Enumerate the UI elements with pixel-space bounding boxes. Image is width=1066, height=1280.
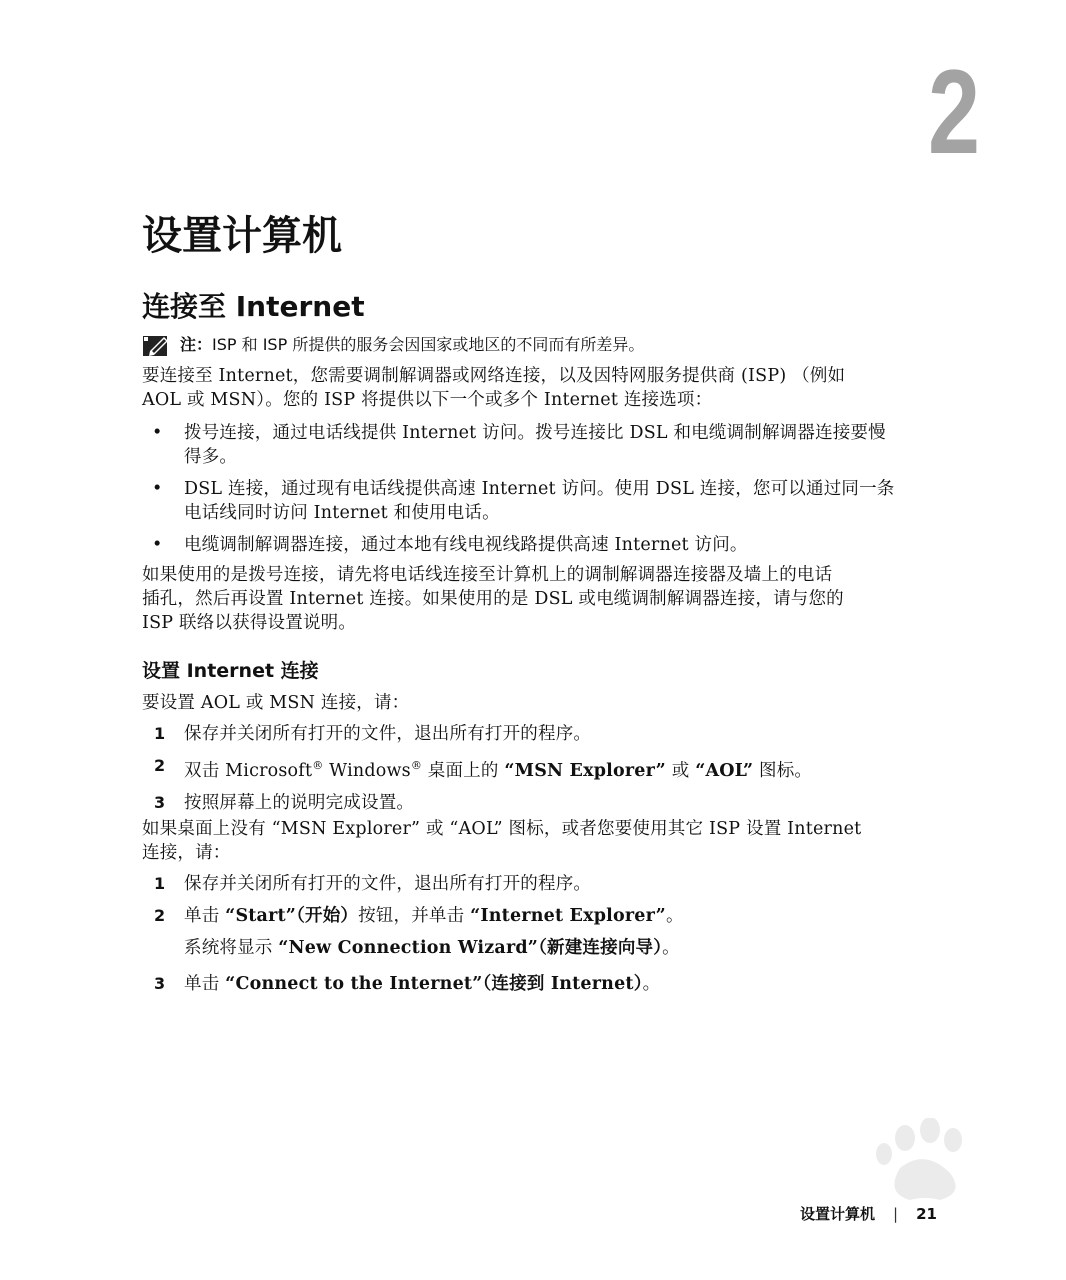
dialup-paragraph [142,563,922,635]
paragraph-line: 连接，请： [142,843,231,863]
bullet-icon: • [152,535,163,555]
paragraph-line: 插孔，然后再设置 Internet 连接。如果使用的是 DSL 或电缆调制解调器连接，请与您的 [142,589,844,609]
list-item-text: DSL 连接，通过现有电话线提供高速 Internet 访问。使用 DSL 连接，您可以通过同一条 [184,479,895,499]
note-text: ISP 和 ISP 所提供的服务会因国家或地区的不同而有所差异。 [212,335,645,354]
paragraph-line: 如果桌面上没有 “MSN Explorer” 或 “AOL” 图标，或者您要使用其它 ISP 设置 Internet [142,819,862,839]
intro-line: 要连接至 Internet，您需要调制解调器或网络连接，以及因特网服务提供商 (ISP) （例如 [142,366,846,386]
connect-internet-label: “Connect to the Internet”（连接到 Internet） [225,974,643,994]
step-subtext [184,936,922,960]
step-number: 1 [154,724,166,743]
chapter-title: 设置计算机 [142,213,342,259]
start-button-label: “Start”（开始） [225,906,359,926]
note [142,332,922,358]
step-number: 2 [154,906,166,925]
step-text: 单击 [184,974,226,994]
list-item [142,477,922,525]
step-text: Windows [323,760,411,781]
footer-chapter-title: 设置计算机 [800,1205,876,1223]
intro-paragraph [142,364,922,412]
step-text: 桌面上的 [422,760,505,781]
paragraph-line: 要设置 AOL 或 MSN 连接，请： [142,693,410,713]
step-number: 1 [154,874,166,893]
step-text: 双击 Microsoft [184,760,313,781]
chapter-number: 2 [928,45,981,179]
bullet-icon: • [152,423,163,443]
intro-line: AOL 或 MSN）。您的 ISP 将提供以下一个或多个 Internet 连接选项： [142,390,713,410]
step-text: 。 [662,938,680,958]
paragraph-line: 如果使用的是拨号连接，请先将电话线连接至计算机上的调制解调器连接器及墙上的电话 [142,565,833,585]
paragraph-line: ISP 联络以获得设置说明。 [142,613,357,633]
list-item-text: 得多。 [184,447,238,467]
step-number: 3 [154,974,166,993]
step-text: 。 [642,974,661,994]
note-label: 注： [180,335,213,354]
step-text: 图标。 [753,760,813,781]
aol-intro [142,691,922,715]
step-text: 保存并关闭所有打开的文件，退出所有打开的程序。 [184,874,592,894]
footer-separator: | [893,1205,899,1223]
msn-explorer-label: “MSN Explorer” [504,760,666,781]
list-item [142,421,922,469]
step-item [142,904,922,960]
step-text: 按钮，并单击 [358,906,471,926]
wizard-label: “New Connection Wizard”（新建连接向导） [278,938,663,958]
list-item-text: 电话线同时访问 Internet 和使用电话。 [184,503,500,523]
steps-list-b [142,872,922,996]
subsection-title: 设置 Internet 连接 [142,660,319,682]
step-text: 。 [665,906,684,926]
step-item [142,722,922,746]
step-text: 或 [665,760,696,781]
list-item-text: 拨号连接，通过电话线提供 Internet 访问。拨号连接比 DSL 和电缆调制解调器连接要慢 [184,423,886,443]
registered-mark: ® [410,759,423,772]
page-footer [800,1202,937,1226]
step-number: 3 [154,792,166,812]
internet-explorer-label: “Internet Explorer” [470,906,666,926]
step-item [142,972,922,996]
step-text: 系统将显示 [184,938,279,958]
step-item [142,791,922,815]
step-item [142,872,922,896]
step-item [142,754,922,783]
step-text: 单击 [184,906,226,926]
registered-mark: ® [312,759,324,772]
bullet-icon: • [152,479,163,499]
connection-options-list [142,421,922,557]
pencil-note-icon [142,334,172,358]
page-number: 21 [916,1205,937,1223]
other-isp-paragraph [142,817,922,865]
step-text: 保存并关闭所有打开的文件，退出所有打开的程序。 [184,724,592,744]
steps-list-a [142,722,922,815]
section-title: 连接至 Internet [142,290,365,323]
step-number: 2 [154,756,166,775]
list-item-text: 电缆调制解调器连接，通过本地有线电视线路提供高速 Internet 访问。 [184,535,748,555]
aol-label: “AOL” [695,760,754,781]
step-text: 按照屏幕上的说明完成设置。 [184,792,415,813]
list-item [142,533,922,557]
